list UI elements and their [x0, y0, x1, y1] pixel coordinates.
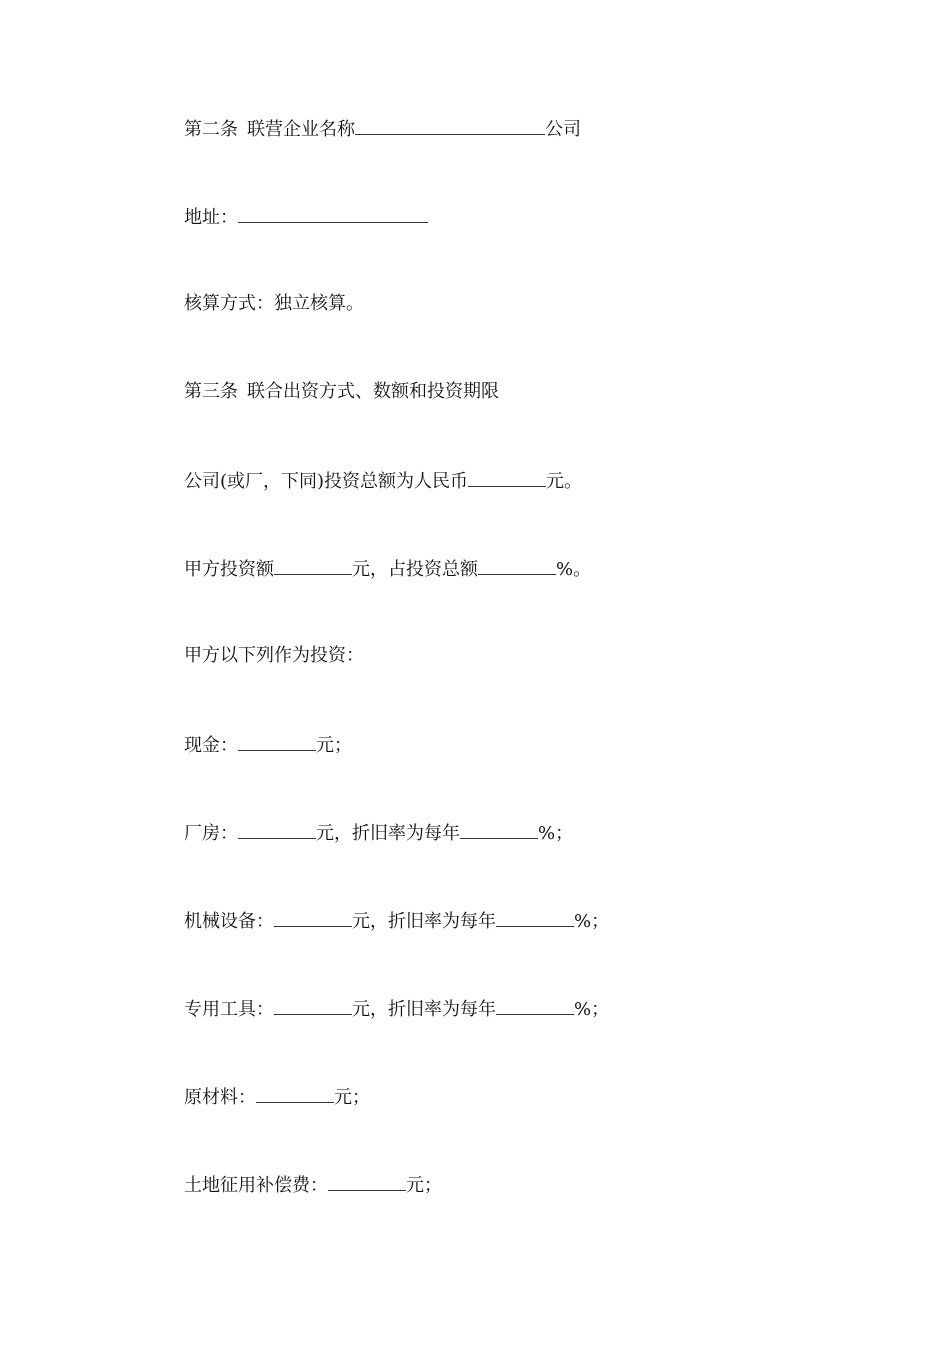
- plant-amount-blank[interactable]: [238, 820, 316, 839]
- party-a-list-heading: [184, 644, 364, 668]
- total-investment-line: [184, 468, 582, 494]
- accounting-text: 核算方式：独立核算。: [184, 293, 364, 314]
- raw-material-line: [184, 1084, 370, 1110]
- article-2-title: 联营企业名称: [247, 119, 355, 140]
- total-investment-unit: 元。: [546, 471, 583, 492]
- raw-material-unit: 元；: [334, 1087, 370, 1108]
- tools-depreciation-label: 元，折旧率为每年: [352, 999, 496, 1020]
- plant-line: [184, 820, 573, 846]
- cash-unit: 元；: [316, 735, 352, 756]
- machinery-line: [184, 908, 609, 934]
- total-investment-blank[interactable]: [468, 468, 546, 487]
- tools-line: [184, 996, 609, 1022]
- party-a-share-label: 元，占投资总额: [352, 559, 478, 580]
- article-2-company-name-line: [184, 116, 581, 142]
- machinery-depreciation-label: 元，折旧率为每年: [352, 911, 496, 932]
- plant-label: 厂房：: [184, 823, 238, 844]
- address-line: [184, 204, 428, 230]
- machinery-rate-blank[interactable]: [496, 908, 574, 927]
- party-a-percent-blank[interactable]: [478, 556, 556, 575]
- party-a-investment-line: [184, 556, 591, 582]
- accounting-line: [184, 292, 364, 316]
- land-compensation-unit: 元；: [406, 1175, 442, 1196]
- address-blank[interactable]: [238, 204, 428, 223]
- machinery-rate-unit: %；: [574, 911, 610, 932]
- plant-depreciation-label: 元，折旧率为每年: [316, 823, 460, 844]
- company-suffix: 公司: [545, 119, 581, 140]
- cash-blank[interactable]: [238, 732, 316, 751]
- total-investment-label: 公司(或厂，下同)投资总额为人民币: [184, 471, 469, 492]
- land-compensation-blank[interactable]: [328, 1172, 406, 1191]
- article-2-number: 第二条: [184, 119, 238, 140]
- party-a-list-text: 甲方以下列作为投资：: [184, 645, 364, 666]
- party-a-investment-label: 甲方投资额: [184, 559, 274, 580]
- plant-rate-blank[interactable]: [460, 820, 538, 839]
- party-a-percent-unit: %。: [556, 559, 592, 580]
- party-a-amount-blank[interactable]: [274, 556, 352, 575]
- land-compensation-label: 土地征用补偿费：: [184, 1175, 328, 1196]
- plant-rate-unit: %；: [538, 823, 574, 844]
- address-label: 地址：: [184, 207, 238, 228]
- article-3-title: 联合出资方式、数额和投资期限: [247, 381, 499, 402]
- article-3-heading: [184, 380, 499, 404]
- tools-label: 专用工具：: [184, 999, 274, 1020]
- machinery-label: 机械设备：: [184, 911, 274, 932]
- raw-material-label: 原材料：: [184, 1087, 256, 1108]
- land-compensation-line: [184, 1172, 442, 1198]
- cash-label: 现金：: [184, 735, 238, 756]
- article-3-number: 第三条: [184, 381, 238, 402]
- tools-rate-unit: %；: [574, 999, 610, 1020]
- tools-amount-blank[interactable]: [274, 996, 352, 1015]
- company-name-blank[interactable]: [355, 116, 545, 135]
- cash-line: [184, 732, 352, 758]
- machinery-amount-blank[interactable]: [274, 908, 352, 927]
- tools-rate-blank[interactable]: [496, 996, 574, 1015]
- raw-material-blank[interactable]: [256, 1084, 334, 1103]
